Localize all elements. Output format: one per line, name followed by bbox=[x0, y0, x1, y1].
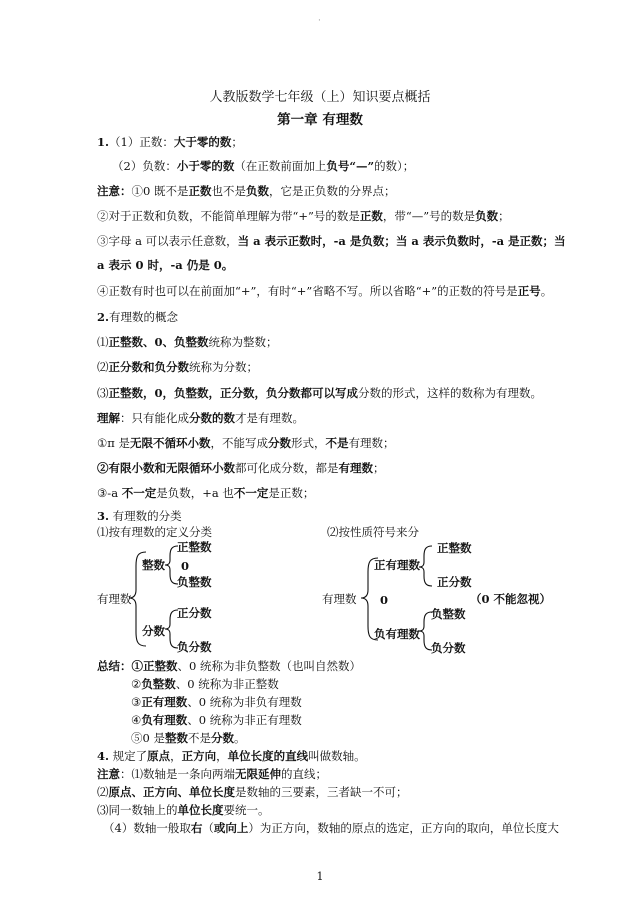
text-segment: 负有理数 bbox=[141, 713, 188, 727]
text-segment: （1）正数： bbox=[109, 135, 174, 149]
text-segment: ②有限小数和无限循环小数 bbox=[97, 461, 235, 475]
text-segment: 有理数 bbox=[338, 461, 373, 475]
text-segment: 统称为分数； bbox=[189, 360, 258, 374]
text-segment: 。 bbox=[540, 284, 553, 298]
text-segment: ⑵ bbox=[97, 360, 109, 374]
left-tree-fraction: 分数 bbox=[142, 624, 165, 638]
text-segment: 3. bbox=[97, 509, 110, 523]
text-segment: 注意 bbox=[97, 767, 120, 781]
text-segment: 不一定 bbox=[121, 486, 157, 500]
text-segment: ①正整数 bbox=[131, 659, 178, 673]
right-tree-zero: 0 bbox=[380, 593, 389, 607]
text-segment: 总结： bbox=[97, 659, 132, 673]
text-segment: 当 a 表示正数时，-a 是负数；当 a 表示负数时，-a 是正数；当 bbox=[237, 234, 566, 248]
text-segment: 整数 bbox=[164, 731, 188, 745]
text-segment: ⑶同一数轴上的 bbox=[97, 803, 178, 817]
text-segment: 、0 统称为非正整数 bbox=[175, 677, 279, 691]
text-segment: ⑶ bbox=[97, 386, 109, 400]
text-segment: 统称为整数； bbox=[208, 335, 278, 349]
text-segment: ②对于正数和负数，不能简单理解为带“+”号的数是 bbox=[97, 209, 360, 223]
right-tree-negative-fraction: 负分数 bbox=[431, 641, 466, 655]
text-segment: 负号“—” bbox=[326, 159, 375, 173]
text-segment: 分数 bbox=[268, 436, 292, 450]
text-segment: （在正数前面加上 bbox=[234, 159, 327, 173]
text-segment: 有理数； bbox=[348, 436, 395, 450]
text-segment: ：⑴数轴是一条向两端 bbox=[120, 767, 235, 781]
text-segment: 4. bbox=[97, 749, 110, 763]
right-tree-negative: 负有理数 bbox=[374, 627, 420, 641]
text-segment: 正整数、0、负整数 bbox=[108, 335, 209, 349]
text-segment: 注意： bbox=[97, 184, 132, 198]
text-segment: 分数的形式，这样的数称为有理数。 bbox=[358, 386, 542, 400]
text-segment: ③-a bbox=[97, 486, 122, 500]
text-segment: 或向上 bbox=[213, 821, 249, 835]
text-segment: ⑤0 是 bbox=[131, 731, 165, 745]
text-segment: 形式， bbox=[291, 436, 326, 450]
chapter-heading: 第一章 有理数 bbox=[277, 112, 363, 128]
text-segment: 分数 bbox=[210, 731, 234, 745]
text-segment: 2. bbox=[97, 310, 110, 324]
text-segment: 是正数； bbox=[268, 486, 315, 500]
text-segment: 无限延伸 bbox=[235, 767, 281, 781]
text-segment: ，不能写成 bbox=[210, 436, 269, 450]
text-segment: 、0 统称为非正有理数 bbox=[187, 713, 302, 727]
right-tree-root: 有理数 bbox=[322, 592, 357, 606]
text-segment: 有理数的概念 bbox=[109, 310, 179, 324]
text-segment: 要统一。 bbox=[223, 803, 270, 817]
axis-line bbox=[103, 820, 559, 836]
text-segment: （2）负数： bbox=[112, 159, 177, 173]
text-segment: ，它是正负数的分界点； bbox=[268, 184, 396, 198]
text-segment: ③ bbox=[131, 695, 142, 709]
text-segment: ； bbox=[231, 135, 243, 149]
left-tree-negative-fraction: 负分数 bbox=[177, 640, 212, 654]
text-segment: 大于零的数 bbox=[173, 135, 232, 149]
text-segment: ， bbox=[170, 749, 182, 763]
text-segment: 正分数和负分数 bbox=[108, 360, 189, 374]
text-segment: 理解 bbox=[97, 411, 120, 425]
document-title: 人教版数学七年级（上）知识要点概括 bbox=[209, 90, 431, 105]
text-segment: 正数 bbox=[188, 184, 212, 198]
text-segment: （ bbox=[202, 821, 214, 835]
text-segment: 叫做数轴。 bbox=[308, 749, 366, 763]
classification-left-title: ⑴按有理数的定义分类 bbox=[97, 525, 212, 539]
text-segment: 、0 统称为非负整数（也叫自然数） bbox=[177, 659, 361, 673]
text-segment: 规定了 bbox=[109, 749, 148, 763]
right-tree-zero-note: （0 不能忽视） bbox=[470, 592, 552, 606]
text-segment: 正号 bbox=[517, 284, 541, 298]
text-segment: 右 bbox=[190, 821, 203, 835]
text-segment: ② bbox=[131, 677, 142, 691]
text-segment: 有理数的分类 bbox=[109, 509, 182, 523]
left-tree-positive-fraction: 正分数 bbox=[177, 606, 212, 620]
text-segment: ）为正方向，数轴的原点的选定，正方向的取向，单位长度大 bbox=[248, 821, 559, 835]
text-segment: 是负数，+a 也 bbox=[156, 486, 234, 500]
text-segment: 负整数 bbox=[141, 677, 176, 691]
summary-line bbox=[131, 694, 302, 710]
axis-line bbox=[97, 766, 327, 782]
left-tree-positive-integer: 正整数 bbox=[177, 540, 212, 554]
text-segment: ，带“—”号的数是 bbox=[382, 209, 476, 223]
left-tree-zero: 0 bbox=[181, 559, 190, 573]
text-segment: 、0 统称为非负有理数 bbox=[187, 695, 302, 709]
text-segment: ③字母 a 可以表示任意数， bbox=[97, 234, 238, 248]
text-segment: 原点、正方向、单位长度 bbox=[108, 785, 235, 799]
right-tree-negative-integer: 负整数 bbox=[431, 607, 466, 621]
text-segment: ； bbox=[498, 209, 510, 223]
text-segment: 的直线； bbox=[281, 767, 327, 781]
text-segment: 单位长度 bbox=[177, 803, 224, 817]
text-segment: 1. bbox=[97, 135, 110, 149]
text-segment: 单位长度的直线 bbox=[227, 749, 309, 763]
axis-line bbox=[97, 802, 270, 818]
axis-line bbox=[97, 784, 408, 800]
text-segment: ④ bbox=[131, 713, 142, 727]
text-segment: 正方向 bbox=[181, 749, 217, 763]
text-segment: 负数 bbox=[245, 184, 269, 198]
text-segment: 是数轴的三要素，三者缺一不可； bbox=[235, 785, 408, 799]
text-segment: ④正数有时也可以在前面加“+”，有时“+”省略不写。所以省略“+”的正数的符号是 bbox=[97, 284, 518, 298]
right-tree-positive-fraction: 正分数 bbox=[437, 575, 472, 589]
text-segment: 不是 bbox=[187, 731, 211, 745]
text-segment: 正整数，0，负整数，正分数，负分数都可以写成 bbox=[108, 386, 358, 400]
text-segment: 的数）； bbox=[374, 159, 415, 173]
text-segment: 。 bbox=[233, 731, 246, 745]
top-mark: · bbox=[318, 16, 321, 26]
right-tree-positive-integer: 正整数 bbox=[437, 541, 472, 555]
left-tree-root: 有理数 bbox=[97, 592, 132, 606]
text-segment: a 表示 0 时，-a 仍是 0。 bbox=[97, 258, 234, 272]
text-segment: 都可化成分数，都是 bbox=[235, 461, 339, 475]
text-segment: ①0 既不是 bbox=[131, 184, 189, 198]
text-segment: 负数 bbox=[475, 209, 499, 223]
classification-right-title: ⑵按性质符号来分 bbox=[327, 525, 419, 539]
text-segment: 才是有理数。 bbox=[235, 411, 304, 425]
text-segment: 正有理数 bbox=[141, 695, 188, 709]
text-segment: （4）数轴一般取 bbox=[103, 821, 191, 835]
text-segment: ， bbox=[216, 749, 228, 763]
text-segment: 正数 bbox=[359, 209, 383, 223]
text-segment: ⑴ bbox=[97, 335, 109, 349]
right-tree-positive: 正有理数 bbox=[374, 558, 420, 572]
text-segment: 小于零的数 bbox=[176, 159, 235, 173]
axis-line bbox=[97, 748, 366, 764]
text-segment: ①π 是 bbox=[97, 436, 131, 450]
summary-line bbox=[131, 730, 245, 746]
text-segment: 原点 bbox=[147, 749, 171, 763]
text-segment: ⑵ bbox=[97, 785, 109, 799]
text-segment: 无限不循环小数 bbox=[130, 436, 211, 450]
summary-line bbox=[131, 712, 302, 728]
text-segment: 分数的数 bbox=[189, 411, 235, 425]
page-number: 1 bbox=[316, 870, 324, 883]
summary-line bbox=[97, 658, 361, 674]
left-tree-negative-integer: 负整数 bbox=[177, 575, 212, 589]
text-segment: 不是 bbox=[325, 436, 349, 450]
text-segment: ； bbox=[373, 461, 385, 475]
text-segment: 不一定 bbox=[233, 486, 269, 500]
text-segment: 也不是 bbox=[211, 184, 246, 198]
summary-line bbox=[131, 676, 279, 692]
text-segment: ：只有能化成 bbox=[120, 411, 189, 425]
left-tree-integer: 整数 bbox=[142, 558, 165, 572]
